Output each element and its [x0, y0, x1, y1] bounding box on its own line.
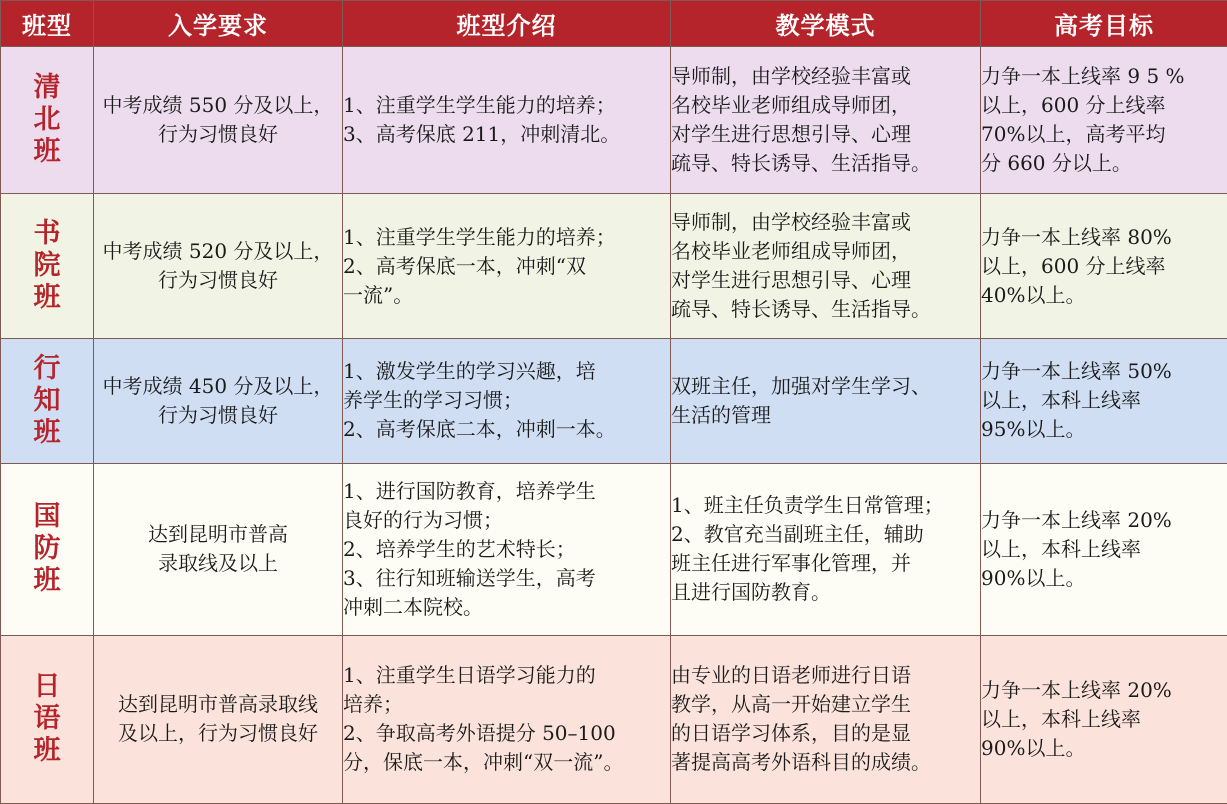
mode-cell-line: 疏导、特长诱导、生活指导。	[671, 297, 931, 322]
header-row	[1, 1, 1227, 47]
goal-cell-line: 力争一本上线率 20%	[981, 507, 1172, 532]
intro-cell-line: 3、往行知班输送学生，高考	[343, 565, 596, 590]
mode-cell-line: 双班主任，加强对学生学习、	[671, 373, 931, 398]
goal-cell-line: 90%以上。	[981, 565, 1086, 590]
goal-cell-line: 95%以上。	[981, 417, 1086, 442]
header-goal: 高考目标	[981, 1, 1227, 47]
requirement-cell-line: 录取线及以上	[158, 551, 278, 576]
mode-cell-line: 2、教官充当副班主任，辅助	[671, 522, 924, 547]
table-row-qingbei	[1, 47, 1227, 194]
requirement-cell	[94, 194, 343, 339]
class-name-char: 防	[33, 533, 61, 565]
mode-cell-line: 生活的管理	[671, 402, 771, 427]
mode-cell	[671, 635, 981, 803]
intro-cell-line: 1、注重学生日语学习能力的	[343, 663, 596, 688]
class-name-char: 清	[33, 72, 61, 104]
mode-cell	[671, 463, 981, 635]
intro-cell-line: 2、争取高考外语提分 50–100	[343, 721, 616, 746]
intro-cell	[343, 339, 671, 463]
header-class-type: 班型	[1, 1, 94, 47]
intro-cell-line: 2、高考保底二本，冲刺一本。	[343, 417, 616, 442]
mode-cell-line: 班主任进行军事化管理，并	[671, 551, 911, 576]
requirement-cell-line: 行为习惯良好	[158, 122, 278, 147]
goal-cell-line: 分 660 分以上。	[981, 151, 1132, 176]
class-name-char: 班	[33, 735, 61, 767]
class-name-char: 国	[33, 501, 61, 533]
goal-cell-line: 以上，600 分上线率	[981, 253, 1166, 278]
class-name-char: 院	[33, 250, 61, 282]
goal-cell-line: 70%以上，高考平均	[981, 122, 1166, 147]
intro-cell-line: 1、注重学生学生能力的培养；	[343, 93, 616, 118]
requirement-cell-line: 及以上，行为习惯良好	[118, 721, 318, 746]
mode-cell	[671, 47, 981, 194]
intro-cell	[343, 635, 671, 803]
class-name-char: 班	[33, 282, 61, 314]
class-name-char: 书	[33, 218, 61, 250]
mode-cell-line: 导师制，由学校经验丰富或	[671, 210, 911, 235]
table-row-xingzhi	[1, 339, 1227, 463]
requirement-cell-line: 中考成绩 520 分及以上，	[102, 239, 334, 264]
mode-cell-line: 导师制，由学校经验丰富或	[671, 64, 911, 89]
goal-cell-line: 力争一本上线率 80%	[981, 224, 1172, 249]
header-requirement: 入学要求	[94, 1, 343, 47]
intro-cell-line: 分，保底一本，冲刺“双一流”。	[343, 750, 624, 775]
class-name-char: 行	[33, 352, 61, 384]
class-name-cell	[1, 194, 94, 339]
requirement-cell-line: 达到昆明市普高	[148, 522, 288, 547]
goal-cell	[981, 635, 1227, 803]
goal-cell-line: 40%以上。	[981, 282, 1086, 307]
class-name-cell	[1, 635, 94, 803]
intro-cell-line: 1、注重学生学生能力的培养；	[343, 224, 616, 249]
intro-cell-line: 养学生的学习习惯；	[343, 388, 523, 413]
requirement-cell-line: 中考成绩 450 分及以上，	[102, 373, 334, 398]
goal-cell-line: 力争一本上线率 20%	[981, 677, 1172, 702]
mode-cell-line: 疏导、特长诱导、生活指导。	[671, 151, 931, 176]
mode-cell	[671, 194, 981, 339]
requirement-cell-line: 中考成绩 550 分及以上，	[102, 93, 334, 118]
intro-cell-line: 良好的行为习惯；	[343, 507, 503, 532]
table-row-guofang	[1, 463, 1227, 635]
table-row-riyu	[1, 635, 1227, 803]
class-name-char: 班	[33, 565, 61, 597]
intro-cell-line: 2、高考保底一本，冲刺“双	[343, 253, 586, 278]
requirement-cell	[94, 635, 343, 803]
intro-cell-line: 一流”。	[343, 282, 414, 307]
goal-cell-line: 90%以上。	[981, 735, 1086, 760]
intro-cell	[343, 463, 671, 635]
mode-cell-line: 对学生进行思想引导、心理	[671, 268, 911, 293]
mode-cell-line: 1、班主任负责学生日常管理；	[671, 493, 944, 518]
class-name-char: 知	[33, 384, 61, 416]
goal-cell	[981, 194, 1227, 339]
class-name-char: 日	[33, 671, 61, 703]
intro-cell-line: 冲刺二本院校。	[343, 594, 483, 619]
table-row-shuyuan	[1, 194, 1227, 339]
goal-cell-line: 以上，本科上线率	[981, 388, 1141, 413]
requirement-cell-line: 达到昆明市普高录取线	[118, 692, 318, 717]
requirement-cell	[94, 47, 343, 194]
goal-cell-line: 以上，本科上线率	[981, 536, 1141, 561]
requirement-cell-line: 行为习惯良好	[158, 268, 278, 293]
class-name-char: 班	[33, 416, 61, 448]
intro-cell-line: 3、高考保底 211，冲刺清北。	[343, 122, 621, 147]
class-name-char: 北	[33, 104, 61, 136]
intro-cell-line: 1、激发学生的学习兴趣，培	[343, 359, 596, 384]
mode-cell-line: 由专业的日语老师进行日语	[671, 663, 911, 688]
header-intro: 班型介绍	[343, 1, 671, 47]
intro-cell	[343, 47, 671, 194]
goal-cell-line: 以上，600 分上线率	[981, 93, 1166, 118]
mode-cell-line: 对学生进行思想引导、心理	[671, 122, 911, 147]
requirement-cell	[94, 339, 343, 463]
intro-cell-line: 2、培养学生的艺术特长；	[343, 536, 576, 561]
mode-cell	[671, 339, 981, 463]
class-name-cell	[1, 339, 94, 463]
requirement-cell-line: 行为习惯良好	[158, 402, 278, 427]
goal-cell	[981, 463, 1227, 635]
class-name-char: 语	[33, 703, 61, 735]
header-mode: 教学模式	[671, 1, 981, 47]
mode-cell-line: 且进行国防教育。	[671, 580, 831, 605]
mode-cell-line: 的日语学习体系，目的是显	[671, 721, 911, 746]
goal-cell-line: 以上，本科上线率	[981, 706, 1141, 731]
intro-cell-line: 1、进行国防教育，培养学生	[343, 478, 596, 503]
table-body	[1, 47, 1227, 804]
goal-cell-line: 力争一本上线率 50%	[981, 359, 1172, 384]
class-name-cell	[1, 463, 94, 635]
class-name-cell	[1, 47, 94, 194]
class-name-char: 班	[33, 136, 61, 168]
intro-cell	[343, 194, 671, 339]
mode-cell-line: 著提高高考外语科目的成绩。	[671, 750, 931, 775]
mode-cell-line: 名校毕业老师组成导师团，	[671, 239, 911, 264]
goal-cell	[981, 47, 1227, 194]
goal-cell	[981, 339, 1227, 463]
mode-cell-line: 名校毕业老师组成导师团，	[671, 93, 911, 118]
requirement-cell	[94, 463, 343, 635]
goal-cell-line: 力争一本上线率 9 5 %	[981, 64, 1185, 89]
mode-cell-line: 教学，从高一开始建立学生	[671, 692, 911, 717]
intro-cell-line: 培养；	[343, 692, 403, 717]
